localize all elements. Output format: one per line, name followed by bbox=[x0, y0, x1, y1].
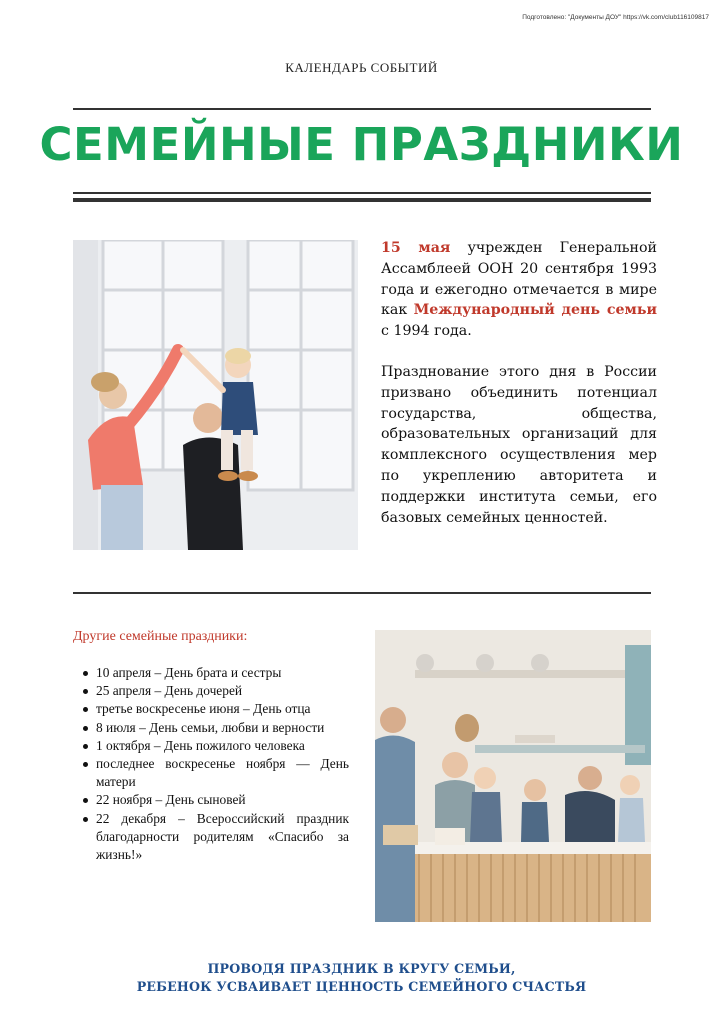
family-kitchen-photo bbox=[375, 630, 651, 922]
page-title: СЕМЕЙНЫЕ ПРАЗДНИКИ bbox=[39, 118, 684, 171]
list-item: 8 июля – День семьи, любви и верности bbox=[73, 719, 349, 737]
footer-slogan bbox=[0, 960, 723, 996]
footer-line-1: ПРОВОДЯ ПРАЗДНИК В КРУГУ СЕМЬИ, bbox=[207, 961, 516, 976]
list-item: 1 октября – День пожилого человека bbox=[73, 737, 349, 755]
list-item: 10 апреля – День брата и сестры bbox=[73, 664, 349, 682]
list-item: третье воскресенье июня – День отца bbox=[73, 700, 349, 718]
credit-text: Подготовлено: "Документы ДОУ" https://vk.com/club116109817 bbox=[522, 14, 709, 21]
list-item: 25 апреля – День дочерей bbox=[73, 682, 349, 700]
list-item: последнее воскресенье ноября — День матери bbox=[73, 755, 349, 791]
intro-text-part1: учрежден Генеральной Ассамблеей ООН 20 сентября 1993 года и ежегодно отмечается в мире как bbox=[381, 240, 657, 319]
intro-text bbox=[381, 238, 657, 548]
other-holidays-title: Другие семейные праздники: bbox=[73, 629, 248, 644]
footer-line-2: РЕБЕНОК УСВАИВАЕТ ЦЕННОСТЬ СЕМЕЙНОГО СЧАСТЬЯ bbox=[136, 979, 587, 994]
divider-double-thin bbox=[73, 192, 651, 194]
section-kicker: КАЛЕНДАРЬ СОБЫТИЙ bbox=[285, 60, 438, 75]
divider-middle bbox=[73, 592, 651, 594]
list-item: 22 декабря – Всероссийский праздник благодарности родителям «Спасибо за жизнь!» bbox=[73, 810, 349, 865]
intro-text-part2: с 1994 года. bbox=[381, 323, 472, 340]
intro-paragraph-2: Празднование этого дня в России призвано объединить потенциал государства, общества, образовательных организаций для комплексного осуществления мер по укреплению авторитета и поддержки института семьи, его базовых семейных ценностей. bbox=[381, 363, 657, 526]
holiday-list bbox=[73, 664, 349, 864]
family-dancing-photo bbox=[73, 240, 358, 550]
date-highlight: 15 мая bbox=[381, 240, 451, 256]
divider-double-thick bbox=[73, 198, 651, 202]
holiday-highlight: Международный день семьи bbox=[413, 302, 657, 319]
divider-top bbox=[73, 108, 651, 110]
list-item: 22 ноября – День сыновей bbox=[73, 791, 349, 809]
